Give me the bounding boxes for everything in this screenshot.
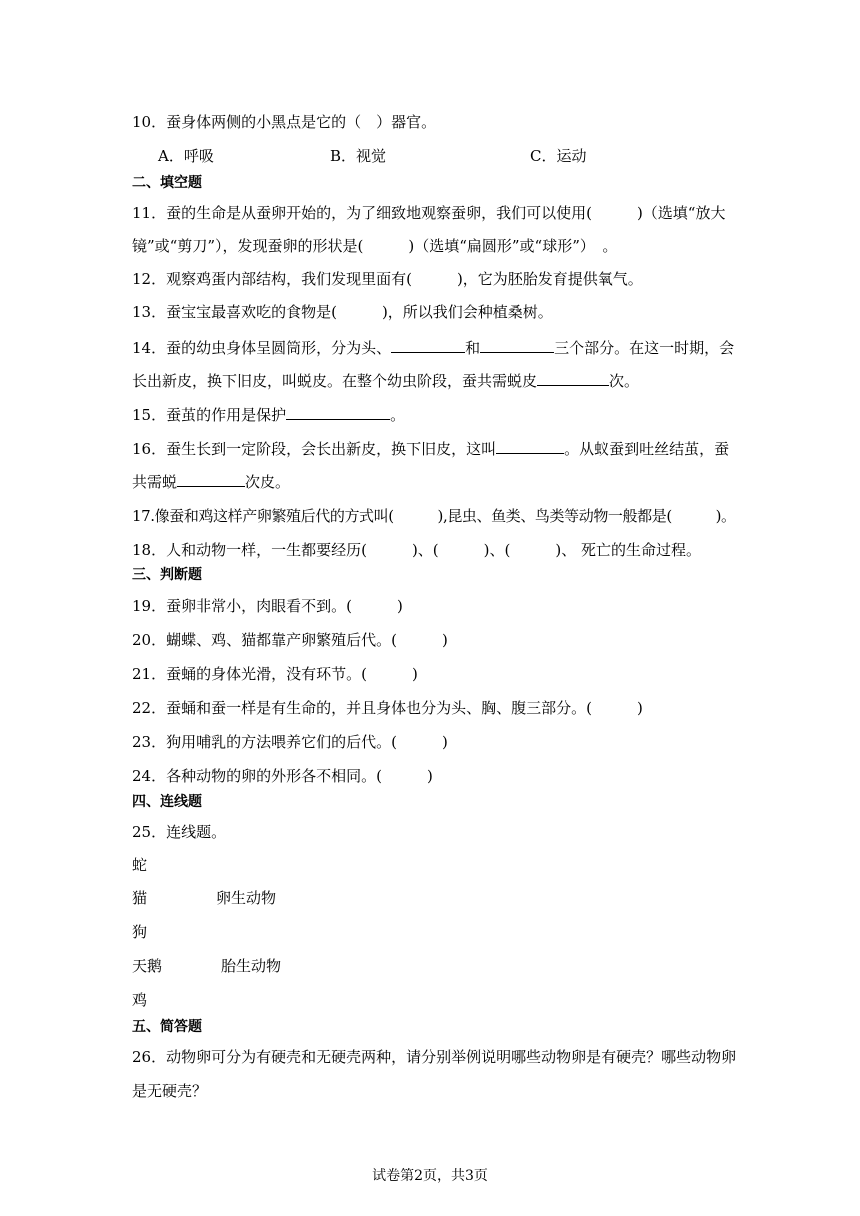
q14-blank-1[interactable] xyxy=(391,337,465,353)
animal-cat[interactable]: 猫 xyxy=(132,889,148,907)
q22: 22．蚕蛹和蚕一样是有生命的，并且身体也分为头、胸、腹三部分。( ) xyxy=(132,699,643,717)
animal-snake[interactable]: 蛇 xyxy=(132,856,148,874)
q15-text-b: 。 xyxy=(390,406,406,424)
section-title-match: 四、连线题 xyxy=(132,794,202,810)
q10-option-b: B．视觉 xyxy=(330,147,387,165)
q10-option-c: C．运动 xyxy=(530,147,587,165)
q14-text-a: 14．蚕的幼虫身体呈圆筒形，分为头、 xyxy=(132,339,392,357)
q18: 18．人和动物一样，一生都要经历( )、( )、( )、 死亡的生命过程。 xyxy=(132,541,701,559)
q23: 23．狗用哺乳的方法喂养它们的后代。( ) xyxy=(132,733,448,751)
q11-line1: 11．蚕的生命是从蚕卵开始的，为了细致地观察蚕卵，我们可以使用( )（选填“放大 xyxy=(132,204,726,222)
category-oviparous[interactable]: 卵生动物 xyxy=(216,889,277,907)
section-title-judge: 三、判断题 xyxy=(132,567,202,583)
q26-line2: 是无硬壳？ xyxy=(132,1082,208,1100)
q16-text-c: 共需蜕 xyxy=(132,473,178,491)
q19: 19．蚕卵非常小，肉眼看不到。( ) xyxy=(132,597,403,615)
q14-text-b: 和 xyxy=(465,339,481,357)
q20: 20．蝴蝶、鸡、猫都靠产卵繁殖后代。( ) xyxy=(132,631,448,649)
page-footer: 试卷第2页，共3页 xyxy=(372,1168,488,1184)
q10-option-a: A．呼吸 xyxy=(158,147,214,165)
q16-line2 xyxy=(132,471,290,492)
q24: 24．各种动物的卵的外形各不相同。( ) xyxy=(132,767,433,785)
q14-line2 xyxy=(132,370,639,391)
q12: 12．观察鸡蛋内部结构，我们发现里面有( )，它为胚胎发育提供氧气。 xyxy=(132,270,643,288)
q14-text-c: 三个部分。在这一时期，会 xyxy=(554,339,735,357)
section-title-fill: 二、填空题 xyxy=(132,175,202,191)
q21: 21．蚕蛹的身体光滑，没有环节。( ) xyxy=(132,665,418,683)
q15-blank[interactable] xyxy=(286,404,390,420)
q16-blank-1[interactable] xyxy=(496,438,564,454)
q14-line1 xyxy=(132,337,734,358)
q10-stem: 10．蚕身体两侧的小黑点是它的（ ）器官。 xyxy=(132,113,437,131)
q14-blank-3[interactable] xyxy=(537,370,609,386)
q16-text-d: 次皮。 xyxy=(245,473,291,491)
q26-line1: 26．动物卵可分为有硬壳和无硬壳两种，请分别举例说明哪些动物卵是有硬壳？哪些动物卵 xyxy=(132,1048,737,1066)
q14-text-d: 长出新皮，换下旧皮，叫蜕皮。在整个幼虫阶段，蚕共需蜕皮 xyxy=(132,372,538,390)
q25-stem: 25．连线题。 xyxy=(132,823,227,841)
q14-blank-2[interactable] xyxy=(480,337,554,353)
q16-text-b: 。从蚁蚕到吐丝结茧，蚕 xyxy=(564,440,730,458)
section-title-short: 五、简答题 xyxy=(132,1019,202,1035)
animal-swan[interactable]: 天鹅 xyxy=(132,957,163,975)
q16-text-a: 16．蚕生长到一定阶段，会长出新皮，换下旧皮，这叫 xyxy=(132,440,497,458)
animal-chicken[interactable]: 鸡 xyxy=(132,991,148,1009)
q16-line1 xyxy=(132,438,729,459)
q17: 17.像蚕和鸡这样产卵繁殖后代的方式叫( ),昆虫、鱼类、鸟类等动物一般都是( )。 xyxy=(132,507,736,525)
q15-text-a: 15．蚕茧的作用是保护 xyxy=(132,406,287,424)
q16-blank-2[interactable] xyxy=(177,471,245,487)
q15 xyxy=(132,404,405,425)
animal-dog[interactable]: 狗 xyxy=(132,923,148,941)
category-viviparous[interactable]: 胎生动物 xyxy=(221,957,282,975)
q11-line2: 镜”或“剪刀”），发现蚕卵的形状是( )（选填“扁圆形”或“球形”） 。 xyxy=(132,237,618,255)
q14-text-e: 次。 xyxy=(609,372,640,390)
q13: 13．蚕宝宝最喜欢吃的食物是( )，所以我们会种植桑树。 xyxy=(132,303,553,321)
